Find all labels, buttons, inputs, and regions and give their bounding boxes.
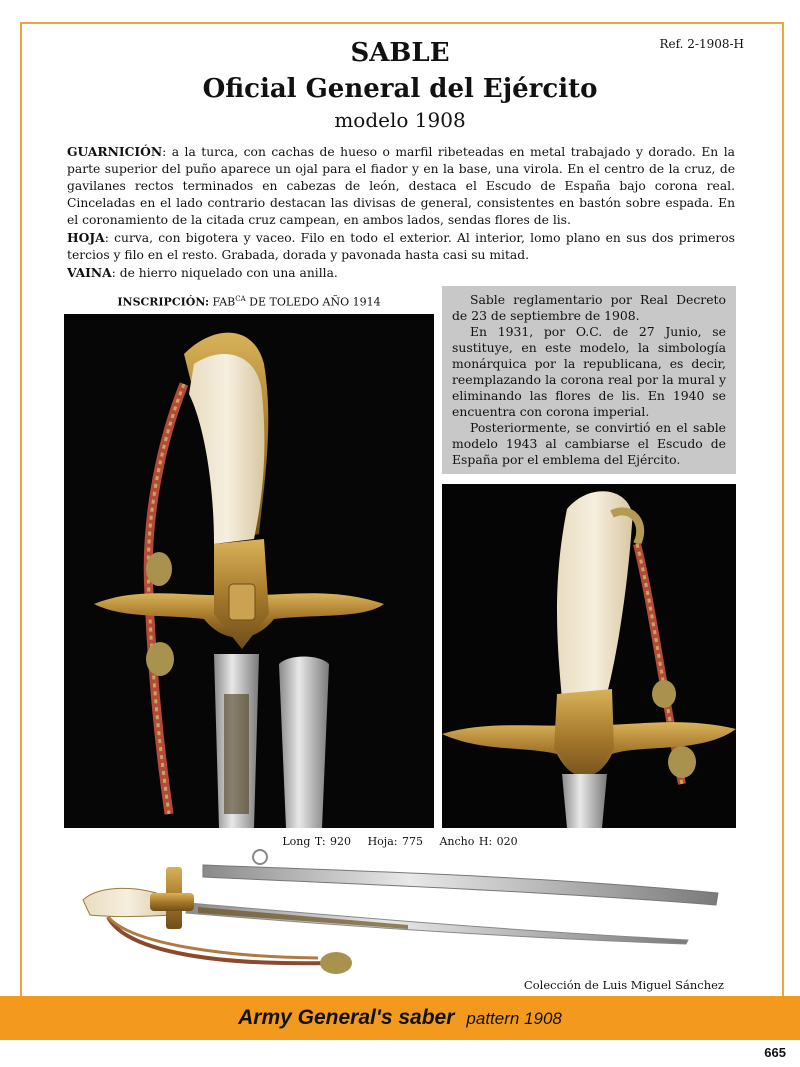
vaina-text: : de hierro niquelado con una anilla. [111, 266, 338, 280]
guarnicion-paragraph [67, 143, 735, 229]
vaina-label: VAINA [67, 265, 112, 280]
hilt-photo-large [64, 314, 434, 828]
inscription-label: INSCRIPCIÓN: [117, 295, 210, 309]
inscription-text-suffix: DE TOLEDO AÑO 1914 [245, 295, 381, 309]
history-note-p1: Sable reglamentario por Real Decreto de 23 de septiembre de 1908. [452, 292, 726, 323]
vaina-paragraph [67, 264, 735, 282]
collection-credit: Colección de Luis Miguel Sánchez [523, 978, 724, 992]
description-block [67, 143, 735, 282]
dim-width: Ancho H: 020 [439, 835, 518, 848]
reference-number: Ref. 2-1908-H [659, 37, 744, 51]
hilt-photo-small [442, 484, 736, 828]
page-subtitle: Oficial General del Ejército [202, 74, 598, 104]
english-title: Army General's saber [238, 1006, 455, 1029]
model-year: modelo 1908 [334, 108, 466, 132]
inscription-caption [64, 295, 434, 309]
hilt-photo-small-drawing [442, 484, 736, 828]
dim-blade: Hoja: 775 [367, 835, 423, 848]
history-note [442, 286, 736, 474]
english-title-banner [0, 996, 800, 1040]
history-note-p3: Posteriormente, se convirtió en el sable modelo 1943 al cambiarse el Escudo de España por el emblema del Ejército. [452, 420, 726, 467]
hilt-photo-large-drawing [64, 314, 434, 828]
guarnicion-text: : a la turca, con cachas de hueso o marfil ribeteadas en metal trabajado y dorado. En la parte superior del puño aparece un ojal para el fiador y en la base, una virola. En el centro de la cruz, de gavilanes rectos terminados en cabezas de león, destaca el Escudo de España bajo corona real. Cinceladas en el lado contrario destacan las divisas de general, consistentes en bastón sobre espada. En el coronamiento de la citada cruz campean, en ambos lados, sendas flores de lis. [67, 145, 735, 227]
guarnicion-label: GUARNICIÓN [67, 144, 163, 159]
hoja-text: : curva, con bigotera y vaceo. Filo en todo el exterior. Al interior, lomo plano en sus dos primeros tercios y filo en el resto. Grabada, dorada y pavonada hasta casi su mitad. [67, 231, 735, 262]
full-saber-photo-drawing [78, 845, 728, 985]
dim-length: Long T: 920 [282, 835, 352, 848]
history-note-p2: En 1931, por O.C. de 27 Junio, se sustituye, en este modelo, la simbología monárquica por la republicana, es decir, reemplazando la corona real por la mural y eliminando las flores de lis. En 1940 se encuentra con corona imperial. [452, 324, 726, 419]
inscription-text-sup: CA [235, 295, 246, 303]
page-title: SABLE [350, 38, 450, 68]
hoja-label: HOJA [67, 230, 105, 245]
hoja-paragraph [67, 229, 735, 264]
page-number: 665 [764, 1045, 786, 1060]
inscription-text-prefix: FAB [209, 295, 236, 309]
english-subtitle: pattern 1908 [466, 1009, 562, 1028]
full-saber-photo [78, 845, 728, 985]
